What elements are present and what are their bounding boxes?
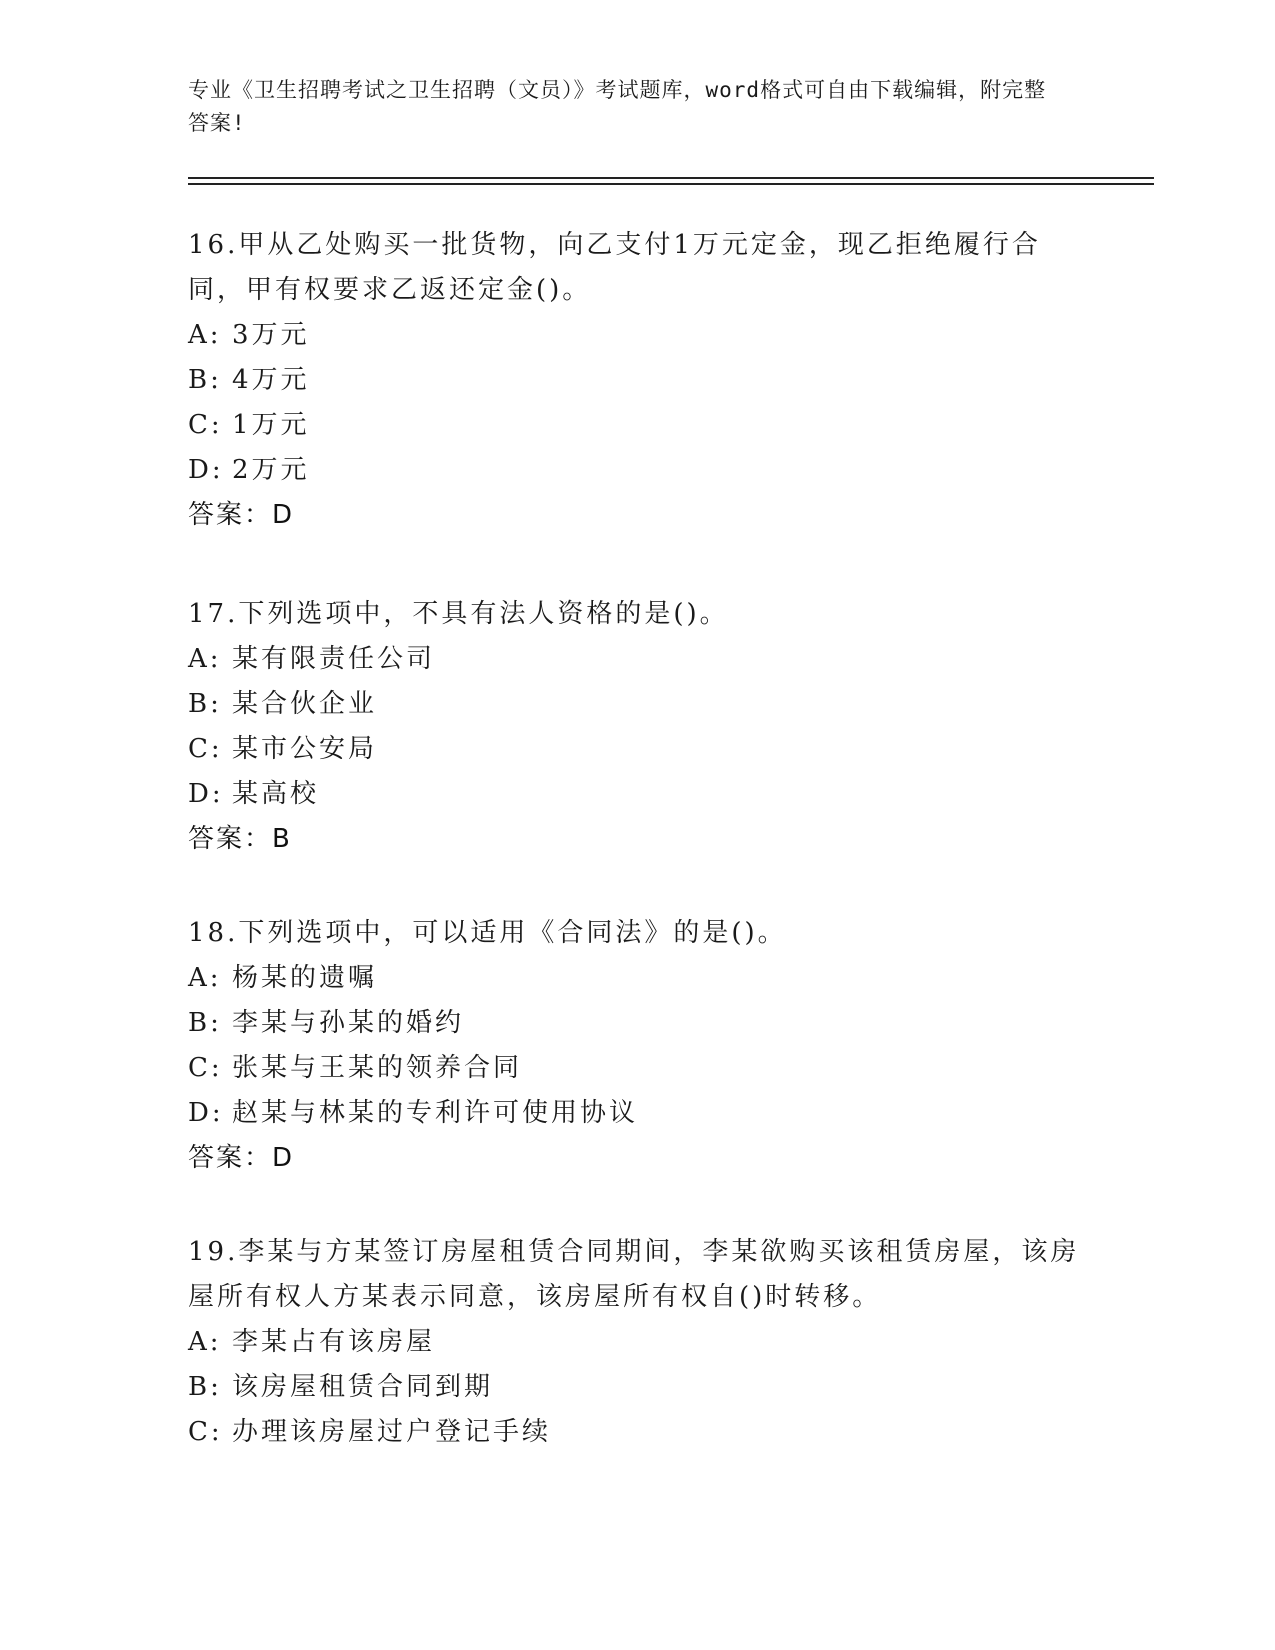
option-letter: D: (188, 455, 224, 485)
answer-line: 答案：D (188, 1143, 295, 1173)
option-c (188, 1046, 1088, 1091)
question-17 (188, 592, 1088, 862)
question-stem: 18.下列选项中，可以适用《合同法》的是()。 (188, 918, 787, 948)
option-d (188, 1091, 1088, 1136)
answer-line: 答案：D (188, 500, 295, 530)
option-text: 4万元 (232, 365, 310, 395)
question-18 (188, 911, 1088, 1181)
option-d (188, 448, 1088, 493)
option-c (188, 1410, 1088, 1455)
option-letter: B: (188, 1008, 222, 1038)
option-text: 某合伙企业 (232, 689, 378, 719)
option-a (188, 313, 1088, 358)
option-letter: C: (188, 1417, 223, 1447)
option-a (188, 1320, 1088, 1365)
header-divider-bottom (188, 183, 1154, 185)
option-letter: A: (188, 963, 222, 993)
option-b (188, 1365, 1088, 1410)
option-text: 该房屋租赁合同到期 (232, 1372, 494, 1402)
question-19 (188, 1230, 1088, 1455)
option-a (188, 637, 1088, 682)
answer-line: 答案：B (188, 824, 292, 854)
option-letter: D: (188, 1098, 224, 1128)
option-d (188, 772, 1088, 817)
option-text: 赵某与林某的专利许可使用协议 (232, 1098, 639, 1128)
option-text: 李某与孙某的婚约 (232, 1008, 465, 1038)
option-letter: B: (188, 689, 222, 719)
option-letter: B: (188, 365, 222, 395)
option-letter: C: (188, 410, 223, 440)
option-text: 1万元 (232, 410, 310, 440)
question-16 (188, 223, 1088, 538)
option-letter: A: (188, 1327, 222, 1357)
option-letter: C: (188, 1053, 223, 1083)
option-text: 某高校 (232, 779, 320, 809)
option-letter: D: (188, 779, 224, 809)
option-b (188, 358, 1088, 403)
option-b (188, 1001, 1088, 1046)
option-text: 2万元 (232, 455, 310, 485)
document-header: 专业《卫生招聘考试之卫生招聘（文员）》考试题库，word格式可自由下载编辑，附完整答案! (188, 78, 1047, 135)
question-stem: 19.李某与方某签订房屋租赁合同期间，李某欲购买该租赁房屋，该房屋所有权人方某表示同意，该房屋所有权自()时转移。 (188, 1237, 1080, 1312)
question-stem: 17.下列选项中，不具有法人资格的是()。 (188, 599, 729, 629)
header-divider-top (188, 177, 1154, 179)
option-c (188, 727, 1088, 772)
option-letter: A: (188, 320, 222, 350)
question-stem: 16.甲从乙处购买一批货物，向乙支付1万元定金，现乙拒绝履行合同，甲有权要求乙返还定金()。 (188, 230, 1041, 305)
option-letter: C: (188, 734, 223, 764)
option-letter: A: (188, 644, 222, 674)
option-text: 某有限责任公司 (232, 644, 436, 674)
option-text: 李某占有该房屋 (232, 1327, 436, 1357)
option-a (188, 956, 1088, 1001)
option-letter: B: (188, 1372, 222, 1402)
option-text: 杨某的遗嘱 (232, 963, 378, 993)
option-text: 3万元 (232, 320, 310, 350)
option-text: 张某与王某的领养合同 (232, 1053, 523, 1083)
option-b (188, 682, 1088, 727)
option-text: 办理该房屋过户登记手续 (232, 1417, 552, 1447)
option-c (188, 403, 1088, 448)
option-text: 某市公安局 (232, 734, 378, 764)
